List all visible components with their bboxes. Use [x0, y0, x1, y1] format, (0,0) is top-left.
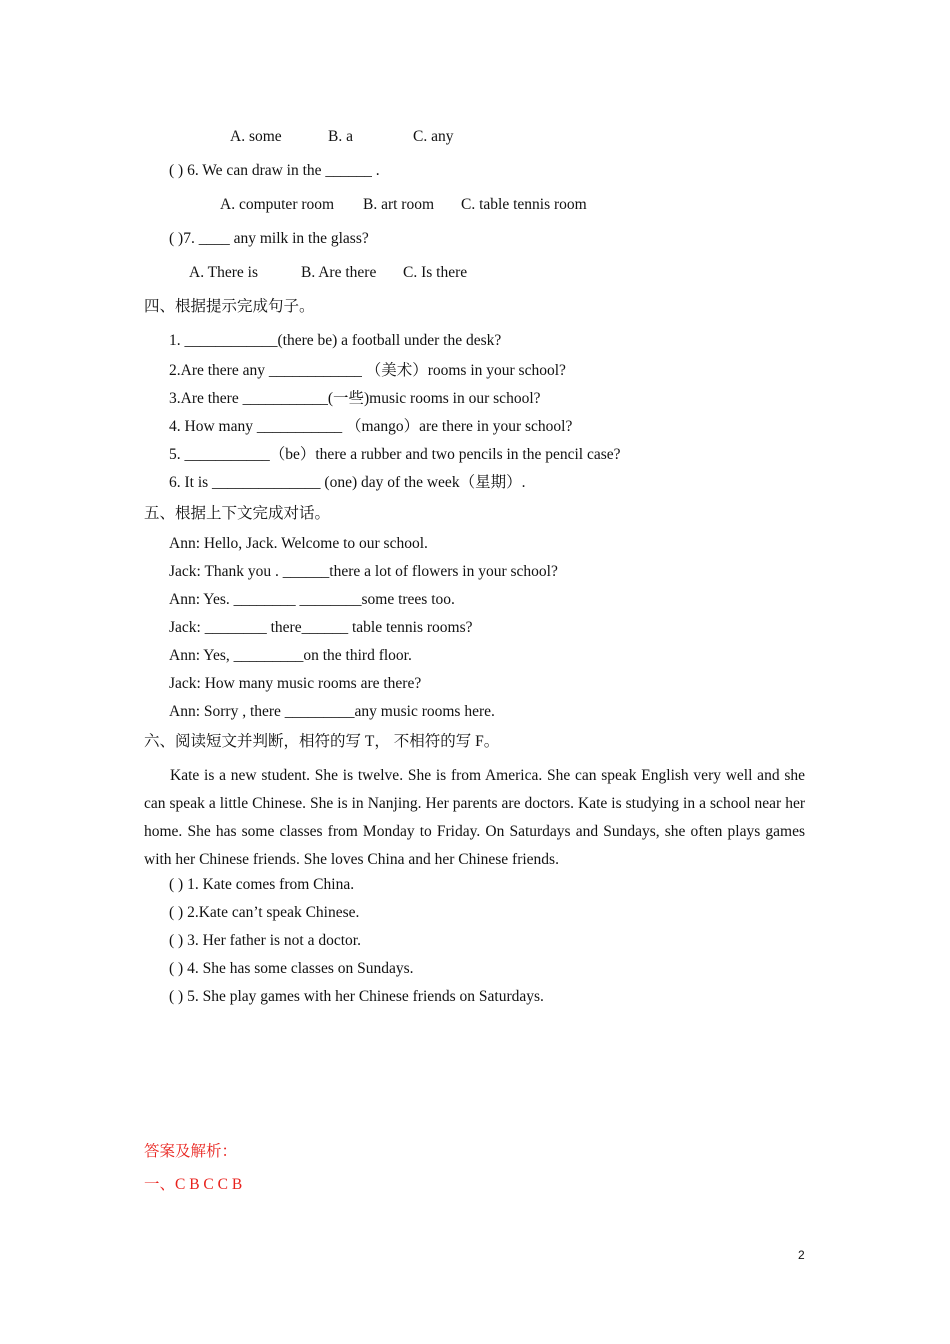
section4-item: 3.Are there ___________(一些)music rooms in our school? [169, 390, 541, 407]
section5-heading: 五、根据上下文完成对话。 [144, 505, 331, 522]
dialogue-line: Jack: ________ there______ table tennis rooms? [169, 619, 473, 636]
q6-option-c: C. table tennis room [461, 196, 587, 213]
dialogue-line: Ann: Sorry , there _________any music rooms here. [169, 703, 495, 720]
q7-stem: ( )7. ____ any milk in the glass? [169, 230, 369, 247]
section4-item: 2.Are there any ____________ （美术）rooms in your school? [169, 362, 566, 379]
reading-passage: Kate is a new student. She is twelve. She is from America. She can speak English very well and she can speak a little Chinese. She is in Nanjing. Her parents are doctors. Kate is studying in a school near her home. She has some classes from Monday to Friday. On Saturdays and Sundays, she often plays games with her Chinese friends. She loves China and her Chinese friends. [144, 767, 805, 868]
section4-item: 1. ____________(there be) a football under the desk? [169, 332, 502, 349]
q6-stem: ( ) 6. We can draw in the ______ . [169, 162, 380, 179]
section4-heading: 四、根据提示完成句子。 [144, 298, 315, 315]
dialogue-line: Jack: How many music rooms are there? [169, 675, 422, 692]
q6-option-a: A. computer room [220, 196, 335, 213]
judgement-item: ( ) 3. Her father is not a doctor. [169, 932, 361, 949]
q6-option-b: B. art room [363, 196, 435, 213]
answers-heading: 答案及解析： [144, 1143, 238, 1160]
q5-option-c: C. any [413, 128, 454, 145]
q5-option-b: B. a [328, 128, 353, 145]
dialogue-line: Jack: Thank you . ______there a lot of flowers in your school? [169, 563, 558, 580]
section4-item: 5. ___________（be）there a rubber and two pencils in the pencil case? [169, 446, 621, 463]
dialogue-line: Ann: Yes. ________ ________some trees too. [169, 591, 455, 608]
dialogue-line: Ann: Yes, _________on the third floor. [169, 647, 412, 664]
q7-option-c: C. Is there [403, 264, 468, 281]
q7-option-a: A. There is [189, 264, 259, 281]
judgement-item: ( ) 4. She has some classes on Sundays. [169, 960, 414, 977]
q5-option-a: A. some [230, 128, 282, 145]
page-number: 2 [798, 1248, 805, 1262]
judgement-item: ( ) 2.Kate can’t speak Chinese. [169, 904, 360, 921]
section4-item: 6. It is ______________ (one) day of the week（星期）. [169, 474, 526, 491]
answers-line: 一、C B C C B [144, 1176, 243, 1193]
judgement-item: ( ) 1. Kate comes from China. [169, 876, 355, 893]
dialogue-line: Ann: Hello, Jack. Welcome to our school. [169, 535, 428, 552]
section4-item: 4. How many ___________ （mango）are there in your school? [169, 418, 573, 435]
q7-option-b: B. Are there [301, 264, 377, 281]
section6-heading: 六、阅读短文并判断，相符的写 T， 不相符的写 F。 [144, 733, 500, 750]
judgement-item: ( ) 5. She play games with her Chinese friends on Saturdays. [169, 988, 544, 1005]
